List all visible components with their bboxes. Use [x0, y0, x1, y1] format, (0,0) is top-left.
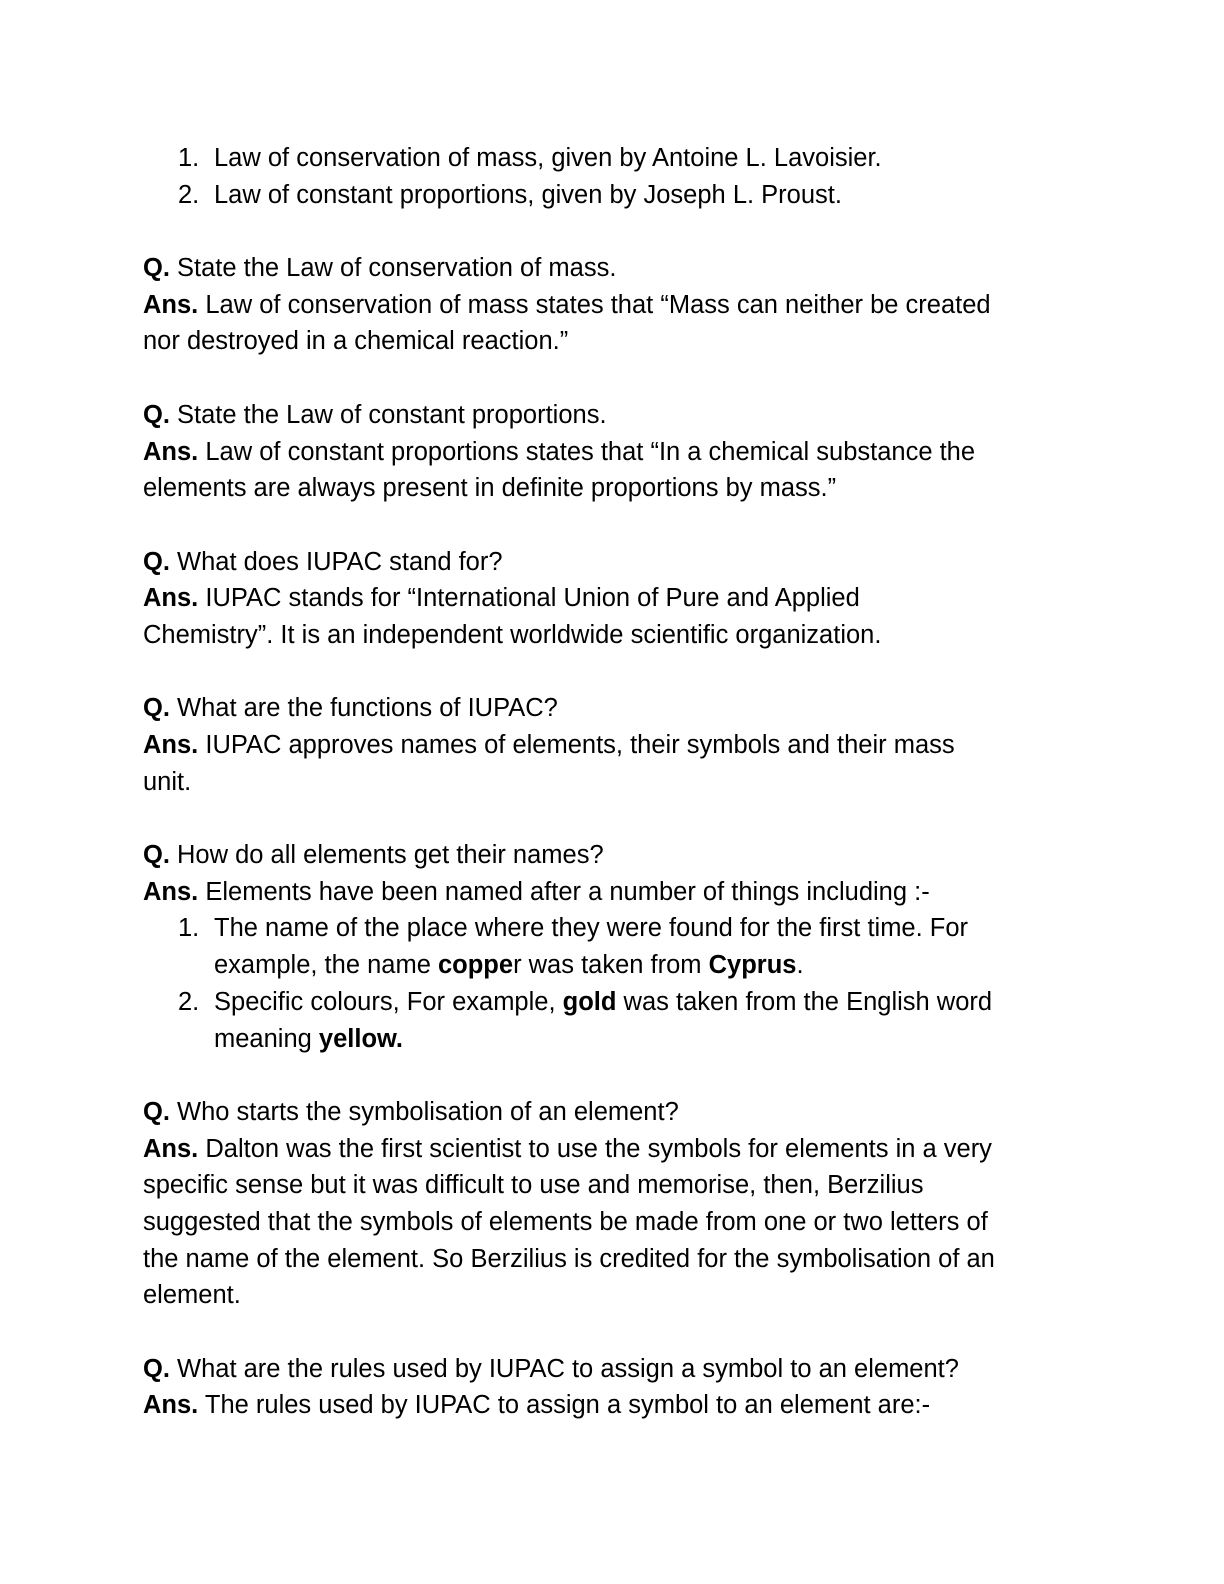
answer-list-item: 2. Specific colours, For example, gold was taken from the English word — [143, 984, 1083, 1021]
ans-label: Ans. — [143, 877, 199, 906]
question: Q. How do all elements get their names? — [143, 841, 604, 870]
answer: Ans. Elements have been named after a number of things including :- — [143, 877, 930, 906]
answer-list-item: 1. The name of the place where they were found for the first time. For — [143, 910, 1083, 947]
question: Q. State the Law of constant proportions. — [143, 400, 607, 429]
answer: Ans. Dalton was the first scientist to use the symbols for elements in a very — [143, 1134, 992, 1163]
q-label: Q. — [143, 1097, 170, 1126]
document-page — [143, 140, 1083, 1424]
question: Q. State the Law of conservation of mass. — [143, 254, 617, 283]
q-label: Q. — [143, 547, 170, 576]
ans-label: Ans. — [143, 437, 199, 466]
answer-continued: Chemistry”. It is an independent worldwide scientific organization. — [143, 620, 882, 649]
answer-continued: elements are always present in definite proportions by mass.” — [143, 474, 837, 503]
list-number: 2. — [178, 180, 200, 209]
ans-label: Ans. — [143, 731, 199, 759]
ans-label: Ans. — [143, 1134, 199, 1163]
answer-list-item-continued: example, the name copper was taken from Cyprus. — [214, 951, 804, 980]
intro-list-item — [143, 140, 1083, 177]
q-label: Q. — [143, 694, 170, 723]
answer-continued: unit. — [143, 767, 192, 796]
answer-continued: element. — [143, 1281, 241, 1310]
question: Q. What are the rules used by IUPAC to assign a symbol to an element? — [143, 1354, 959, 1383]
answer: Ans. IUPAC stands for “International Union of Pure and Applied — [143, 584, 860, 613]
answer: Ans. IUPAC approves names of elements, their symbols and their mass — [143, 731, 955, 759]
answer-continued: nor destroyed in a chemical reaction.” — [143, 327, 569, 356]
answer: Ans. Law of constant proportions states that “In a chemical substance the — [143, 437, 976, 466]
q-label: Q. — [143, 254, 170, 283]
list-text: Law of constant proportions, given by Joseph L. Proust. — [214, 180, 842, 209]
answer: Ans. The rules used by IUPAC to assign a symbol to an element are:- — [143, 1391, 931, 1420]
answer: Ans. Law of conservation of mass states that “Mass can neither be created — [143, 290, 991, 319]
list-text: Law of conservation of mass, given by Antoine L. Lavoisier. — [214, 144, 882, 172]
answer-continued: suggested that the symbols of elements be made from one or two letters of — [143, 1207, 988, 1236]
list-number: 1. — [178, 914, 200, 943]
ans-label: Ans. — [143, 584, 199, 613]
question: Q. What are the functions of IUPAC? — [143, 694, 558, 723]
question: Q. What does IUPAC stand for? — [143, 547, 503, 576]
intro-list-item — [143, 177, 1083, 214]
q-label: Q. — [143, 841, 170, 870]
answer-list-item-continued: meaning yellow. — [214, 1024, 403, 1053]
answer-continued: the name of the element. So Berzilius is credited for the symbolisation of an — [143, 1244, 995, 1273]
list-number: 1. — [178, 144, 200, 172]
question: Q. Who starts the symbolisation of an element? — [143, 1097, 679, 1126]
ans-label: Ans. — [143, 290, 199, 319]
list-number: 2. — [178, 987, 200, 1016]
q-label: Q. — [143, 400, 170, 429]
answer-continued: specific sense but it was difficult to use and memorise, then, Berzilius — [143, 1171, 924, 1200]
q-label: Q. — [143, 1354, 170, 1383]
ans-label: Ans. — [143, 1391, 199, 1420]
